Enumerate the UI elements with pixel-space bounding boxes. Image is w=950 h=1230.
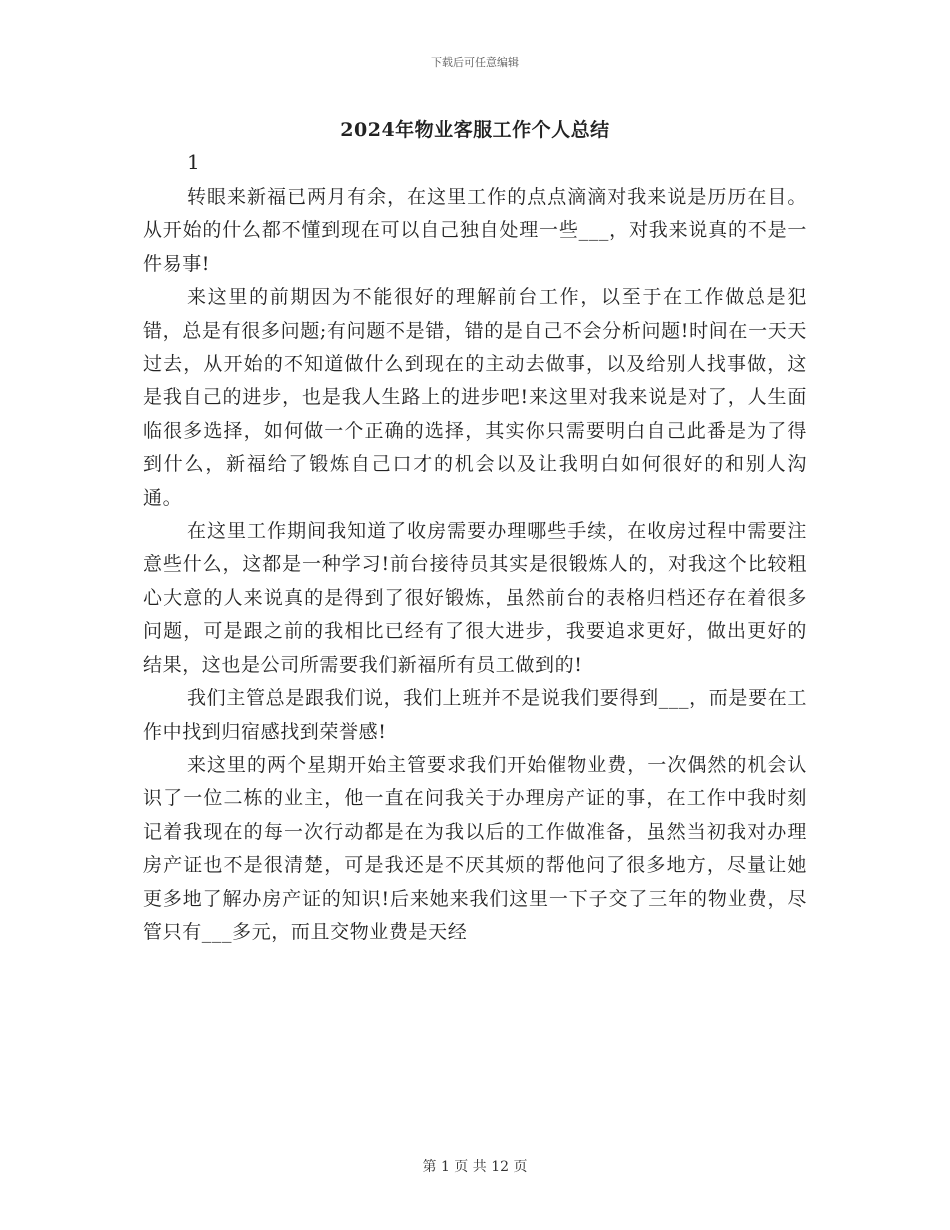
paragraph: 转眼来新福已两月有余，在这里工作的点点滴滴对我来说是历历在目。从开始的什么都不懂到现在可以自己独自处理一些___，对我来说真的不是一件易事! (143, 186, 807, 275)
header-note: 下载后可任意编辑 (431, 56, 519, 69)
paragraph: 在这里工作期间我知道了收房需要办理哪些手续，在收房过程中需要注意些什么，这都是一种学习!前台接待员其实是很锻炼人的，对我这个比较粗心大意的人来说真的是得到了很好锻炼，虽然前台的表格归档还存在着很多问题，可是跟之前的我相比已经有了很大进步，我要追求更好，做出更好的结果，这也是公司所需要我们新福所有员工做到的! (143, 520, 807, 676)
page-footer: 第 1 页 共 12 页 (422, 1159, 528, 1175)
document-title: 2024年物业客服工作个人总结 (340, 119, 610, 141)
paragraph: 来这里的前期因为不能很好的理解前台工作，以至于在工作做总是犯错，总是有很多问题;有问题不是错，错的是自己不会分析问题!时间在一天天过去，从开始的不知道做什么到现在的主动去做事，以及给别人找事做，这是我自己的进步，也是我人生路上的进步吧!来这里对我来说是对了，人生面临很多选择，如何做一个正确的选择，其实你只需要明白自己此番是为了得到什么，新福给了锻炼自己口才的机会以及让我明白如何很好的和别人沟通。 (143, 286, 807, 509)
section-number: 1 (187, 150, 200, 174)
document-body (143, 181, 807, 949)
paragraph: 我们主管总是跟我们说，我们上班并不是说我们要得到___，而是要在工作中找到归宿感找到荣誉感! (143, 687, 807, 743)
paragraph: 来这里的两个星期开始主管要求我们开始催物业费，一次偶然的机会认识了一位二栋的业主，他一直在问我关于办理房产证的事，在工作中我时刻记着我现在的每一次行动都是在为我以后的工作做准备，虽然当初我对办理房产证也不是很清楚，可是我还是不厌其烦的帮他问了很多地方，尽量让她更多地了解办房产证的知识!后来她来我们这里一下子交了三年的物业费，尽管只有___多元，而且交物业费是天经 (143, 753, 807, 943)
